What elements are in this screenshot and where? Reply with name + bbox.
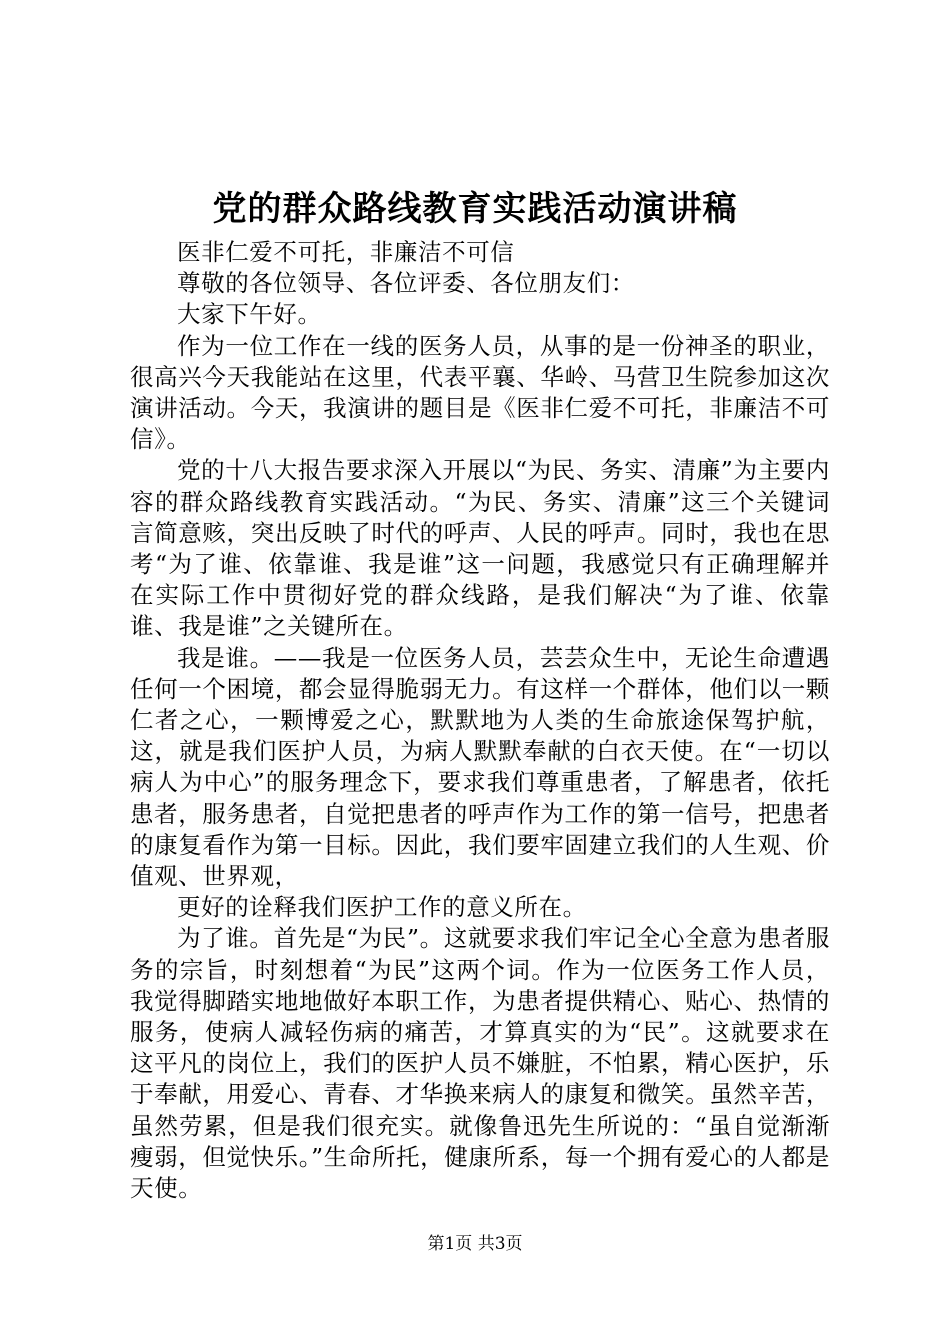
paragraph-salutation: 尊敬的各位领导、各位评委、各位朋友们：: [177, 269, 635, 298]
document-title: 党的群众路线教育实践活动演讲稿: [212, 189, 738, 229]
paragraph-meaning: 更好的诠释我们医护工作的意义所在。: [177, 893, 587, 922]
paragraph-party-report: 党的十八大报告要求深入开展以“为民、务实、清廉”为主要内容的群众路线教育实践活动。“为民、务实、清廉”这三个关键词言简意赅，突出反映了时代的呼声、人民的呼声。同时，我也在思考“为了谁、依靠谁、我是谁”这一问题，我感觉只有正确理解并在实际工作中贯彻好党的群众线路，是我们解决“为了谁、依靠谁、我是谁”之关键所在。: [130, 456, 830, 641]
paragraph-for-whom: 为了谁。首先是“为民”。这就要求我们牢记全心全意为患者服务的宗旨，时刻想着“为民”这两个词。作为一位医务工作人员，我觉得脚踏实地地做好本职工作，为患者提供精心、贴心、热情的服务，使病人减轻伤病的痛苦，才算真实的为“民”。这就要求在这平凡的岗位上，我们的医护人员不嫌脏，不怕累，精心医护，乐于奉献，用爱心、青春、才华换来病人的康复和微笑。虽然辛苦，虽然劳累，但是我们很充实。就像鲁迅先生所说的：“虽自觉渐渐瘦弱，但觉快乐。”生命所托，健康所系，每一个拥有爱心的人都是天使。: [130, 924, 830, 1203]
paragraph-greeting: 大家下午好。: [177, 300, 322, 329]
page-number-footer: 第1页 共3页: [427, 1234, 523, 1254]
paragraph-subtitle: 医非仁爱不可托，非廉洁不可信: [177, 238, 515, 266]
paragraph-who-am-i: 我是谁。——我是一位医务人员，芸芸众生中，无论生命遭遇任何一个困境，都会显得脆弱无力。有这样一个群体，他们以一颗仁者之心，一颗博爱之心，默默地为人类的生命旅途保驾护航，这，就是我们医护人员，为病人默默奉献的白衣天使。在“一切以病人为中心”的服务理念下，要求我们尊重患者，了解患者，依托患者，服务患者，自觉把患者的呼声作为工作的第一信号，把患者的康复看作为第一目标。因此，我们要牢固建立我们的人生观、价值观、世界观，: [130, 643, 830, 891]
document-body: [130, 237, 830, 1204]
paragraph-intro: 作为一位工作在一线的医务人员，从事的是一份神圣的职业，很高兴今天我能站在这里，代表平襄、华岭、马营卫生院参加这次演讲活动。今天，我演讲的题目是《医非仁爱不可托，非廉洁不可信》。: [130, 331, 830, 454]
